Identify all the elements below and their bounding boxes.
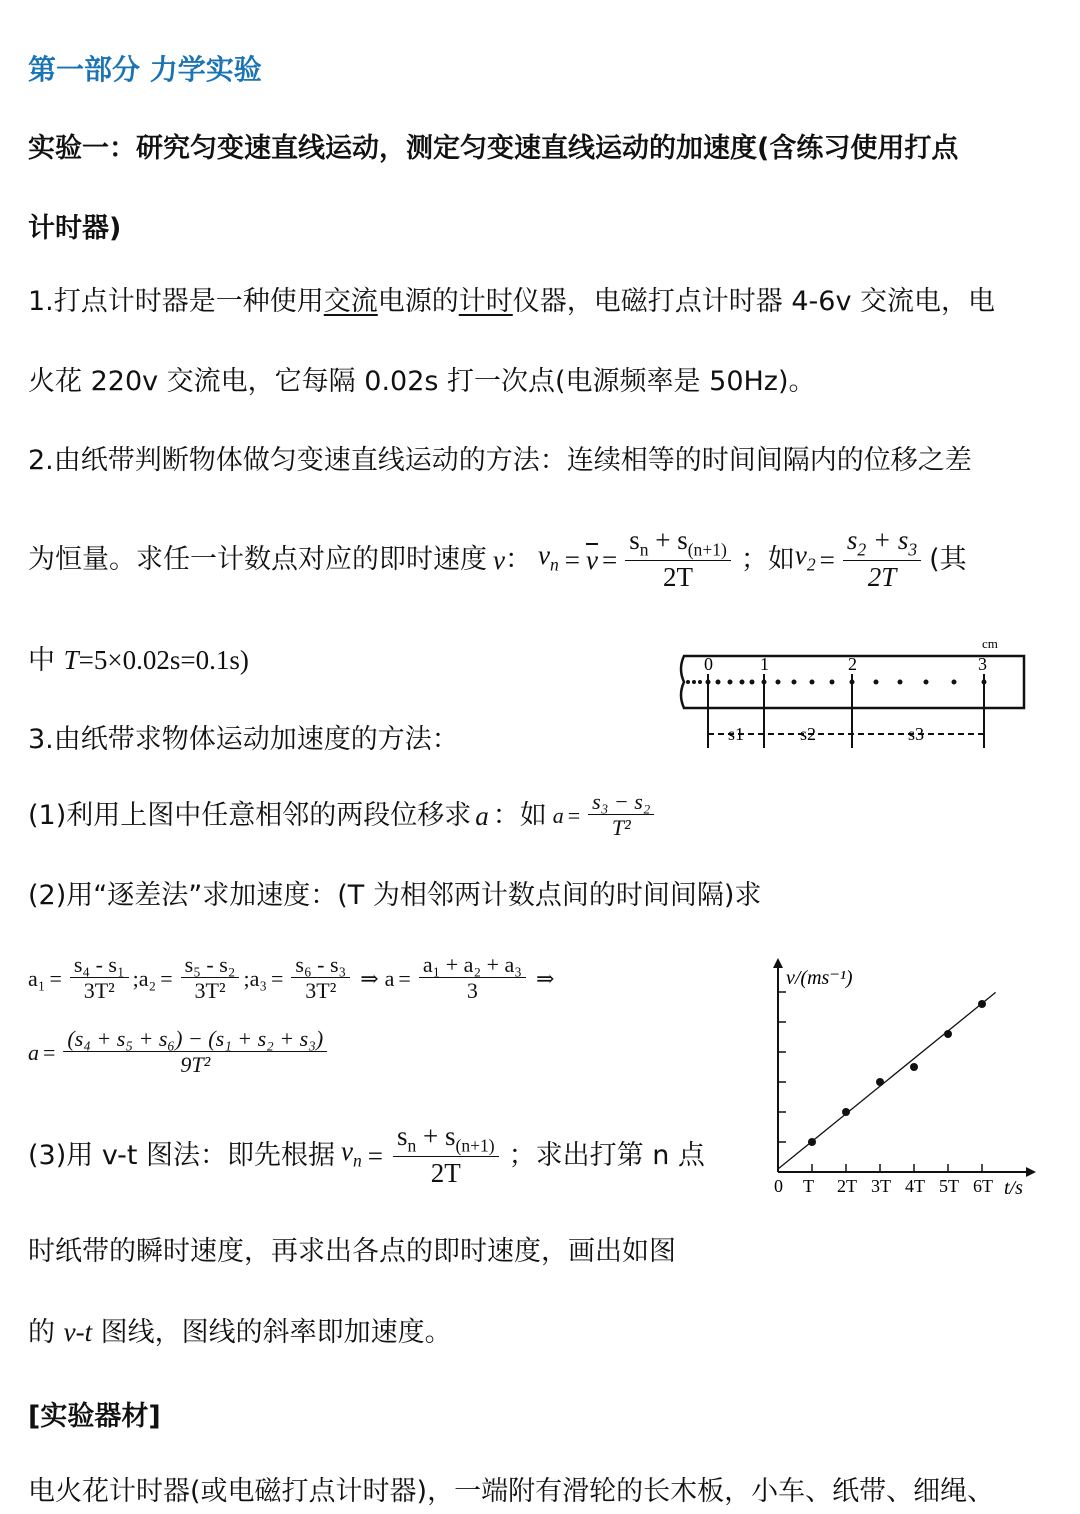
final-a-formula: a = $\frac{\text{(s₄ + s₅ + s₆) − (s₁ + s₂ + s₃)}}{\text{9T²}}$ (28, 1018, 331, 1088)
chart-x-tick-label: 3T (871, 1176, 891, 1196)
p1-line2: 火花 220v 交流电，它每隔 0.02s 打一次点(电源频率是 50Hz)。 (28, 366, 816, 397)
tape-seg-s1: s1 (728, 724, 745, 744)
p1-underline-ac: 交流 (323, 286, 378, 317)
chart-ylabel: v/(ms⁻¹) (786, 967, 853, 989)
p2-semi: ；如 (740, 544, 795, 575)
chart-x-tick-label: 5T (939, 1176, 959, 1196)
experiment-title-line1: 实验一：研究匀变速直线运动，测定匀变速直线运动的加速度(含练习使用打点 (28, 133, 959, 164)
vn-lhs: $v_n$ (537, 540, 559, 575)
chart-point (910, 1063, 918, 1071)
tape-dots (686, 680, 987, 685)
p2-text-a: 为恒量。求任一计数点对应的即时速度 (28, 544, 487, 575)
chart-point (808, 1138, 816, 1146)
chart-x-tick-label: 0 (774, 1176, 783, 1196)
p1-line1 (28, 282, 995, 322)
p2-end: (其 (929, 544, 967, 575)
eq-sign-3: = (819, 545, 835, 575)
chart-x-tick-label: T (803, 1176, 814, 1196)
section-title: 第一部分 力学实验 (28, 53, 262, 86)
method3-line1: (3)用 v-t 图法：即先根据 $v_n$ = $\frac{s_n + s_{(n+1)}}{2T}$ ；求出打第 n 点 (28, 1121, 705, 1189)
equipment-line1: 电火花计时器(或电磁打点计时器)，一端附有滑轮的长木板，小车、纸带、细绳、 (28, 1476, 995, 1507)
eq-sign: = (564, 545, 580, 575)
succ-diff-formula: a₁ = $\frac{\text{s₄ - s₁}}{\text{3T²}}$ ; a₂ = $\frac{\text{s₅ - s₂}}{\text{3T²}}$ ; a₃ = $\frac{\text{s₆ - s₃}}{\text{3T²}}$ ⇒ a = $\frac{\text{a₁ + a₂ + a₃}}{3}$ ⇒ (28, 952, 555, 1004)
method3-line3: 的 v-t 图线，图线的斜率即加速度。 (28, 1317, 452, 1348)
chart-x-tick-label: 6T (973, 1176, 993, 1196)
tape-seg-s3: s3 (908, 724, 925, 744)
v2-fraction: $\frac{s_2 + s_3}{2T}$ (843, 526, 921, 593)
method2-line: (2)用“逐差法”求加速度：(T 为相邻两计数点间的时间间隔)求 (28, 880, 762, 911)
chart-point (944, 1030, 952, 1038)
p2-line2 (28, 520, 967, 600)
method3-line2: 时纸带的瞬时速度，再求出各点的即时速度，画出如图 (28, 1236, 676, 1267)
tape-label-3: 3 (978, 654, 987, 674)
p2-v-symbol: v (493, 545, 505, 575)
paper-tape-figure (676, 630, 1036, 760)
p2-colon: ： (504, 544, 532, 575)
chart-x-tick-label: 4T (905, 1176, 925, 1196)
experiment-title-line2: 计时器) (28, 213, 122, 244)
p2-line1: 2.由纸带判断物体做匀变速直线运动的方法：连续相等的时间间隔内的位移之差 (28, 445, 972, 476)
p2-line3: 中 T=5×0.02s=0.1s) (28, 645, 249, 676)
tape-label-2: 2 (848, 654, 857, 674)
p3-line1: 3.由纸带求物体运动加速度的方法： (28, 724, 459, 755)
chart-xlabel: t/s (1004, 1177, 1023, 1199)
tape-label-0: 0 (704, 654, 713, 674)
m3-fraction: $\frac{s_n + s_{(n+1)}}{2T}$ (393, 1122, 499, 1189)
chart-x-tick-label: 2T (837, 1176, 857, 1196)
equipment-heading: [实验器材] (28, 1401, 161, 1432)
vn-fraction: $\frac{s_n + s_{(n+1)}}{2T}$ (625, 526, 731, 593)
chart-x-arrow (1026, 1167, 1036, 1177)
m1-fraction: $\frac{\text{s₃ − s₂}}{\text{T²}}$ (588, 790, 654, 842)
eq-sign-2: = (601, 545, 618, 575)
m1-a: a (552, 803, 564, 828)
vt-chart (760, 950, 1050, 1210)
tape-label-1: 1 (760, 654, 769, 674)
p1-text-a: 1.打点计时器是一种使用 (28, 286, 324, 317)
chart-point (978, 1000, 986, 1008)
v2-lhs: $v_2$ (794, 540, 816, 575)
p1-text-b: 电源的 (377, 286, 459, 317)
tape-seg-s2: s2 (800, 724, 817, 744)
method1-line: (1)利用上图中任意相邻的两段位移求 a ：如 a = $\frac{\text{s₃ − s₂}}{\text{T²}}$ (28, 784, 658, 848)
chart-point (842, 1108, 850, 1116)
chart-y-arrow (773, 958, 783, 968)
tape-unit: cm (982, 636, 998, 651)
vbar-symbol: $\overline{v}$ (585, 545, 598, 575)
tape-ticks (708, 674, 984, 748)
p1-text-c: 仪器，电磁打点计时器 4-6v 交流电，电 (512, 286, 996, 317)
p1-underline-timer: 计时 (458, 286, 513, 317)
chart-point (876, 1078, 884, 1086)
